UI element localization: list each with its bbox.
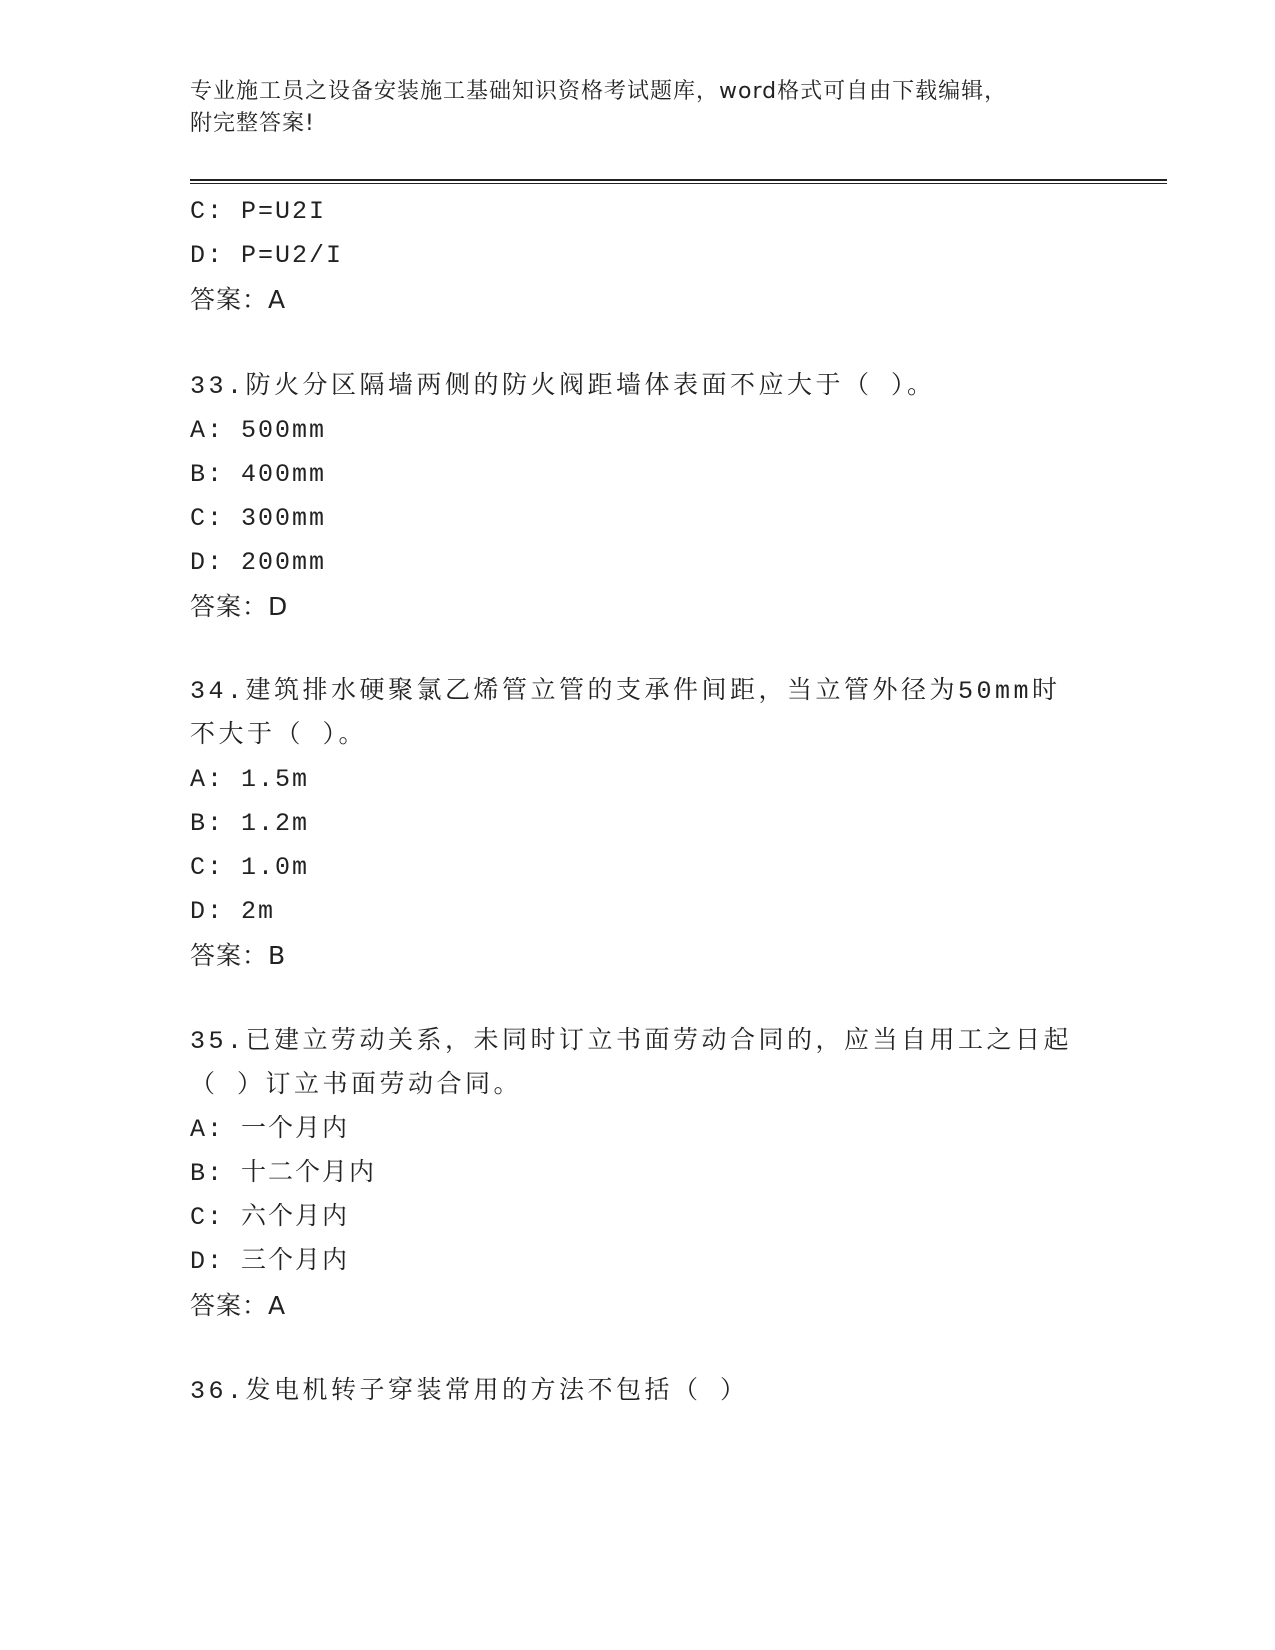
option-d: D: 三个月内 (190, 1247, 350, 1276)
header-line-1: 专业施工员之设备安装施工基础知识资格考试题库，word格式可自由下载编辑， (190, 79, 1008, 104)
document-header (190, 76, 1090, 140)
answer-line: 答案：D (190, 592, 289, 621)
question-35-text-cont: （ ）订立书面劳动合同。 (190, 1071, 523, 1100)
question-34-text-cont: 不大于（ ）。 (190, 721, 368, 750)
header-line-2: 附完整答案! (190, 111, 315, 136)
option-c: C: 1.0m (190, 853, 310, 882)
option-a: A: 1.5m (190, 765, 310, 794)
option-b: B: 1.2m (190, 809, 310, 838)
question-36-text: 36.发电机转子穿装常用的方法不包括（ ） (190, 1377, 749, 1406)
option-c: C: 300mm (190, 504, 327, 533)
header-divider (190, 179, 1167, 184)
question-33-text: 33.防火分区隔墙两侧的防火阀距墙体表面不应大于（ ）。 (190, 372, 936, 401)
answer-line: 答案：B (190, 941, 287, 970)
option-d: D: 200mm (190, 548, 327, 577)
answer-line: 答案：A (190, 285, 287, 314)
answer-line: 答案：A (190, 1291, 287, 1320)
option-d: D: P=U2/I (190, 241, 344, 270)
question-35-text: 35.已建立劳动关系，未同时订立书面劳动合同的，应当自用工之日起 (190, 1027, 1073, 1056)
option-a: A: 一个月内 (190, 1115, 350, 1144)
option-b: B: 400mm (190, 460, 327, 489)
option-b: B: 十二个月内 (190, 1159, 377, 1188)
option-a: A: 500mm (190, 416, 327, 445)
question-34-text: 34.建筑排水硬聚氯乙烯管立管的支承件间距，当立管外径为50mm时 (190, 677, 1061, 706)
option-d: D: 2m (190, 897, 276, 926)
option-c: C: P=U2I (190, 197, 327, 226)
option-c: C: 六个月内 (190, 1203, 350, 1232)
